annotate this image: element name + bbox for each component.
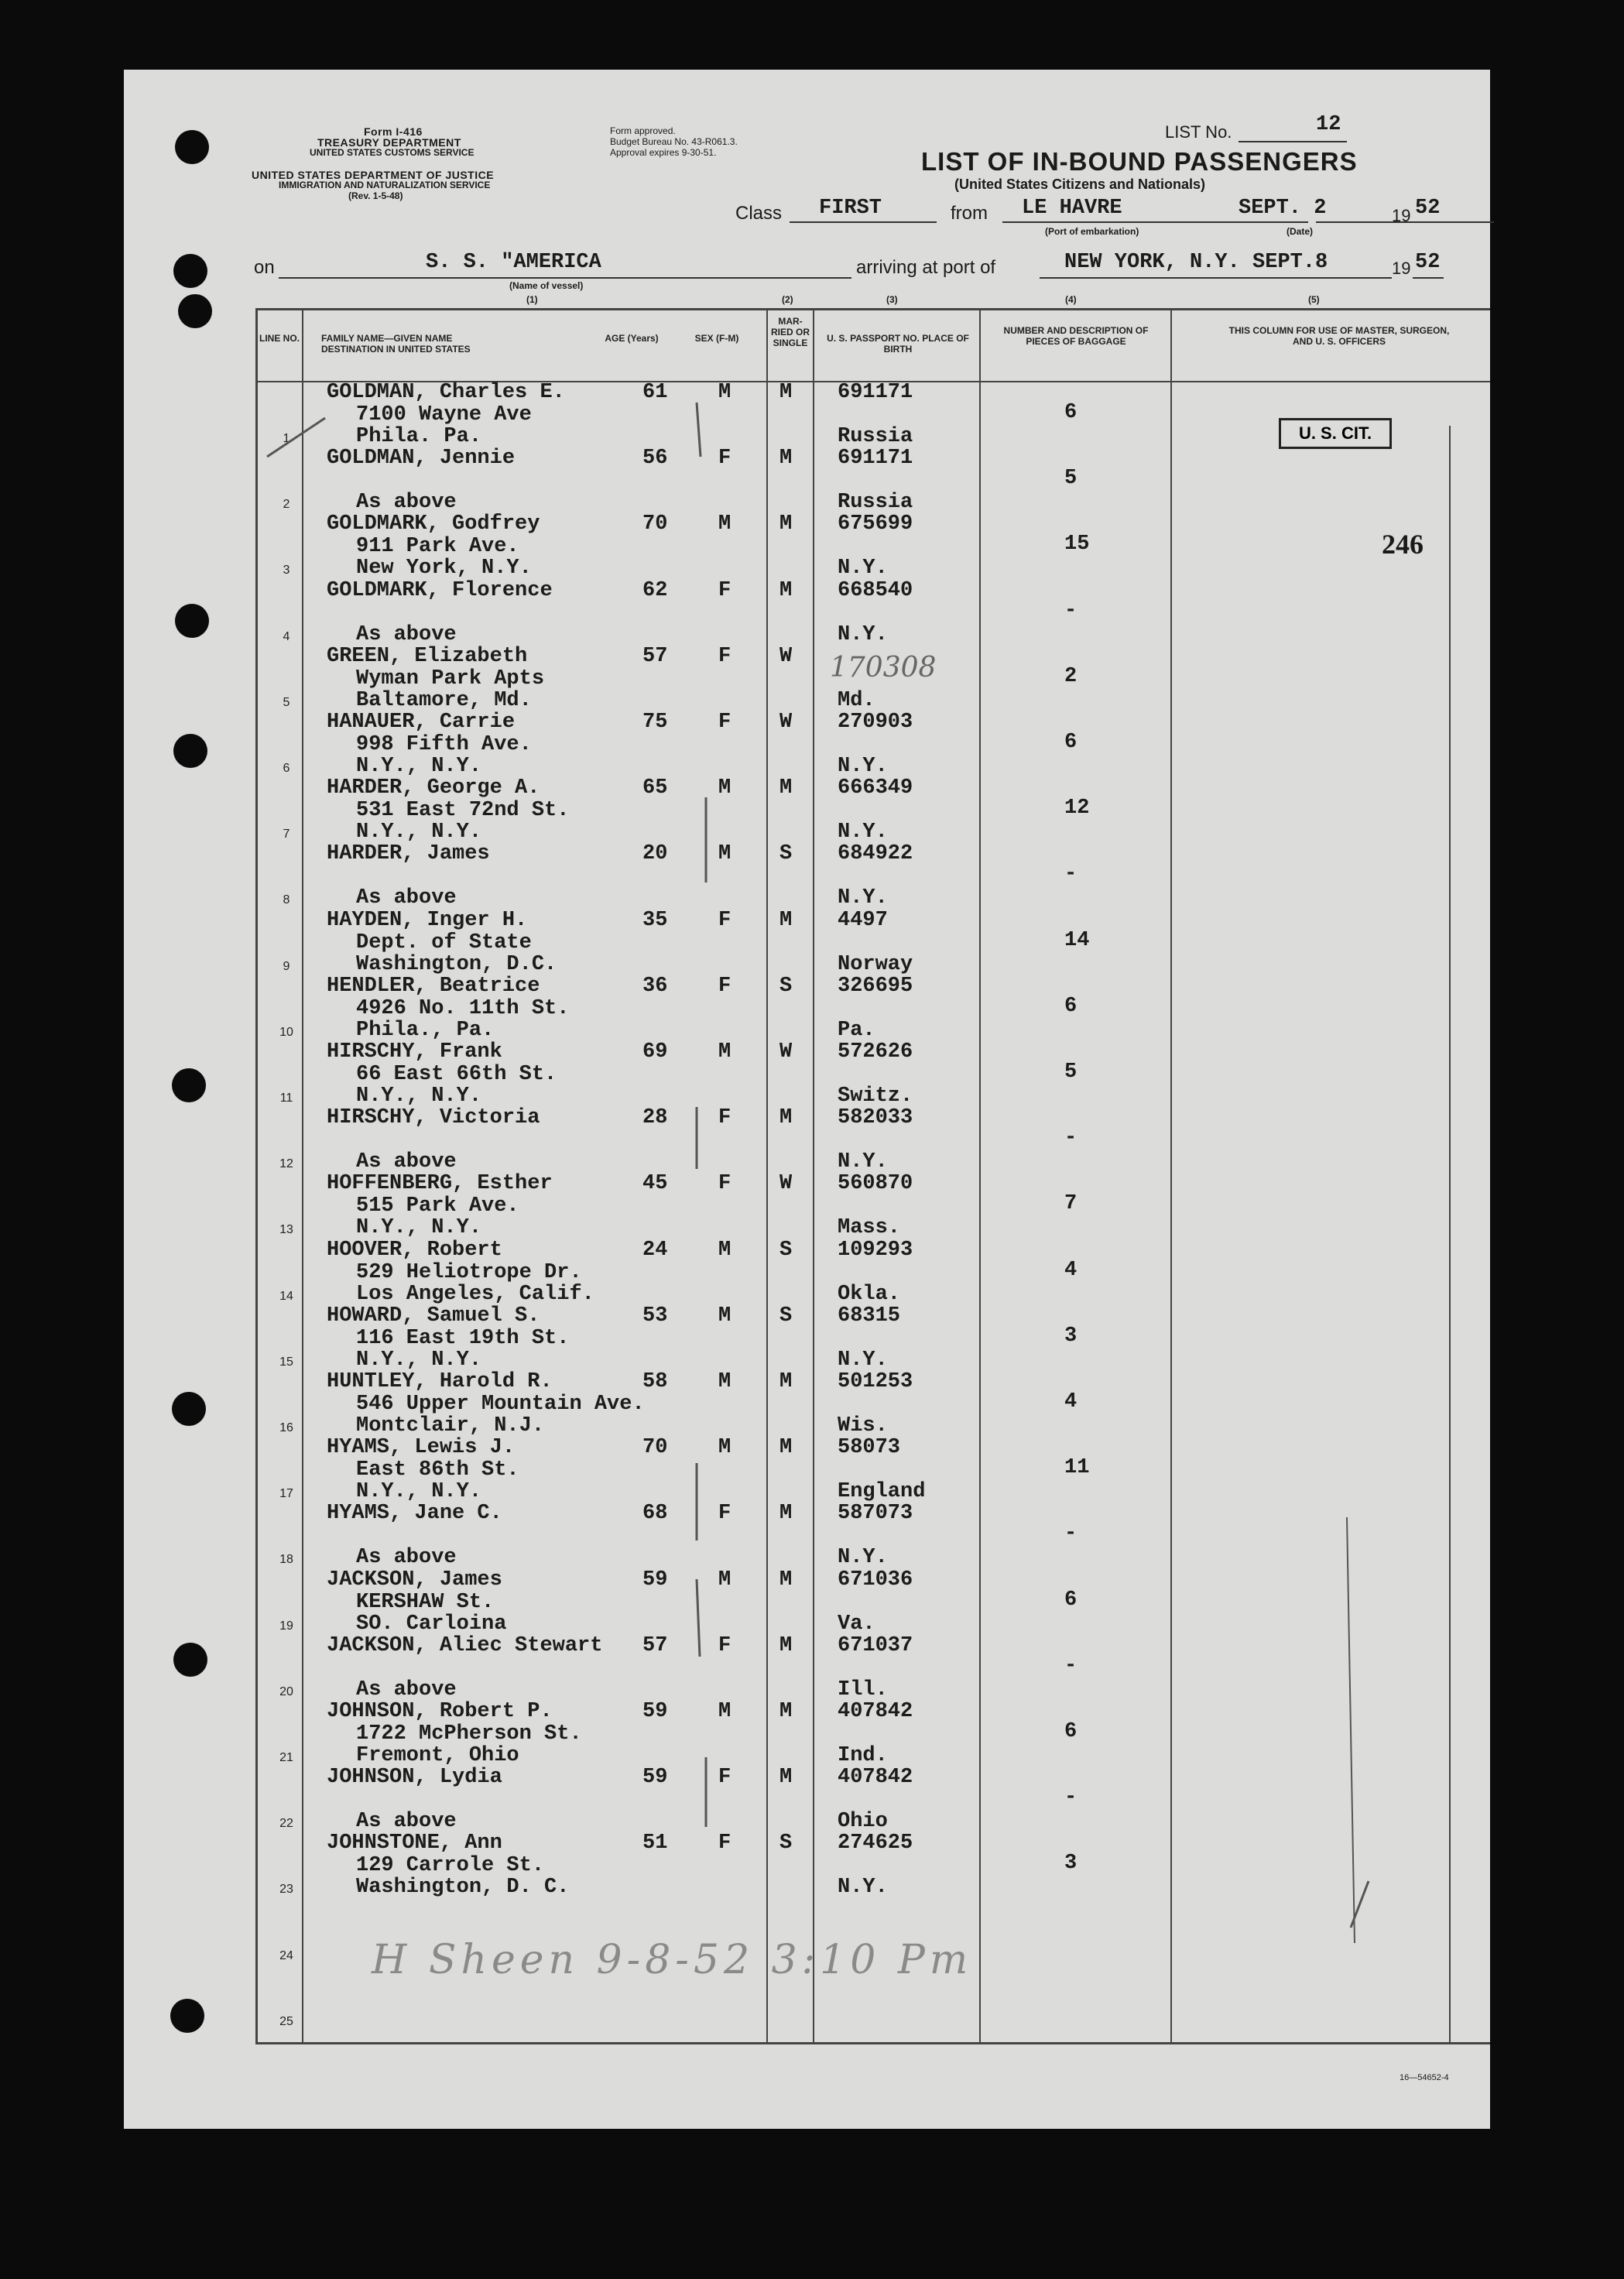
sex: F: [718, 908, 731, 932]
sex: M: [718, 1568, 731, 1592]
marital-status: W: [779, 711, 793, 734]
destination-line-2: As above: [356, 1546, 457, 1570]
col-num-1: (1): [526, 294, 538, 305]
baggage-count: 14: [1064, 928, 1090, 952]
year-2: 52: [1415, 251, 1441, 274]
destination-line-2: As above: [356, 886, 457, 910]
destination-line-2: Phila., Pa.: [356, 1018, 495, 1042]
handwritten-signature: H Sheen 9-8-52 3:10 Pm: [372, 1937, 973, 1983]
baggage-count: 7: [1064, 1192, 1078, 1216]
line-number: 2: [283, 498, 290, 512]
sex: M: [718, 381, 731, 404]
passport-number: 326695: [838, 974, 913, 998]
line-number: 13: [279, 1223, 293, 1237]
baggage-count: -: [1064, 1522, 1078, 1546]
passport-number: 109293: [838, 1238, 913, 1262]
place-of-birth: Ill.: [838, 1678, 888, 1702]
place-of-birth: Norway: [838, 952, 913, 976]
passenger-name: HARDER, George A.: [327, 776, 540, 800]
destination-line-2: Los Angeles, Calif.: [356, 1282, 594, 1306]
check-mark: [267, 418, 325, 457]
col-num-5: (5): [1308, 294, 1320, 305]
place-of-birth: N.Y.: [838, 755, 888, 778]
place-of-birth: N.Y.: [838, 886, 888, 910]
baggage-count: 5: [1064, 1061, 1078, 1084]
line-number: 1: [283, 432, 290, 445]
line-number: 4: [283, 629, 290, 643]
line-number: 21: [279, 1751, 293, 1764]
line-number: 17: [279, 1487, 293, 1501]
place-of-birth: N.Y.: [838, 821, 888, 845]
destination-line-2: Baltamore, Md.: [356, 688, 532, 712]
place-of-birth: Ind.: [838, 1744, 888, 1767]
tally-mark: [697, 403, 701, 457]
destination-line-2: N.Y., N.Y.: [356, 1216, 482, 1240]
marital-status: W: [779, 1172, 793, 1196]
place-of-birth: Va.: [838, 1612, 875, 1636]
sex: M: [718, 1436, 731, 1460]
passport-number: 572626: [838, 1040, 913, 1064]
baggage-count: 6: [1064, 994, 1078, 1018]
col-header-sex: SEX (F-M): [694, 333, 739, 344]
punch-hole: [175, 604, 209, 638]
us-citizen-stamp: U. S. CIT.: [1279, 418, 1392, 449]
sex: F: [718, 1172, 731, 1196]
baggage-count: 6: [1064, 1720, 1078, 1743]
baggage-count: 4: [1064, 1258, 1078, 1282]
dept-customs: UNITED STATES CUSTOMS SERVICE: [310, 147, 475, 158]
year-1: 52: [1415, 197, 1441, 220]
destination-line-1: 998 Fifth Ave.: [356, 733, 532, 756]
baggage-count: 6: [1064, 401, 1078, 424]
passenger-name: JACKSON, James: [327, 1568, 502, 1592]
line-number: 12: [279, 1157, 293, 1171]
age: 59: [642, 1568, 668, 1592]
destination-line-1: 66 East 66th St.: [356, 1063, 557, 1086]
passenger-name: JACKSON, Aliec Stewart: [327, 1633, 603, 1657]
place-of-birth: Russia: [838, 491, 913, 515]
line-number: 23: [279, 1883, 293, 1897]
passenger-name: HIRSCHY, Victoria: [327, 1106, 540, 1130]
passenger-name: HAYDEN, Inger H.: [327, 908, 528, 932]
marital-status: M: [779, 908, 793, 932]
vessel-caption: (Name of vessel): [509, 280, 584, 291]
marital-status: M: [779, 1106, 793, 1130]
destination-line-1: 1722 McPherson St.: [356, 1722, 582, 1746]
form-sheet: [124, 70, 1490, 2129]
baggage-count: 3: [1064, 1852, 1078, 1876]
passport-number: 668540: [838, 578, 913, 602]
passport-number: 675699: [838, 512, 913, 536]
place-of-birth: Md.: [838, 688, 875, 712]
place-of-birth: N.Y.: [838, 557, 888, 581]
destination-line-2: N.Y., N.Y.: [356, 1348, 482, 1372]
col-num-4: (4): [1065, 294, 1077, 305]
sex: F: [718, 1766, 731, 1790]
pencil-marks: [124, 70, 1490, 2129]
destination-line-2: As above: [356, 1150, 457, 1174]
passport-number: 671036: [838, 1568, 913, 1592]
sex: M: [718, 1238, 731, 1262]
age: 61: [642, 381, 668, 404]
year-prefix-2: 19: [1392, 259, 1411, 278]
vessel-name: S. S. "AMERICA: [426, 251, 601, 274]
page-subtitle: (United States Citizens and Nationals): [954, 176, 1206, 192]
passport-number: 407842: [838, 1700, 913, 1723]
destination-line-2: N.Y., N.Y.: [356, 821, 482, 845]
handwritten-passport-note: 170308: [830, 652, 937, 684]
punch-hole: [172, 1068, 206, 1102]
destination-line-2: N.Y., N.Y.: [356, 755, 482, 778]
passport-number: 671037: [838, 1633, 913, 1657]
baggage-count: 11: [1064, 1456, 1090, 1480]
age: 56: [642, 447, 668, 471]
dept-justice: UNITED STATES DEPARTMENT OF JUSTICE: [252, 169, 495, 181]
sex: F: [718, 578, 731, 602]
col-header-line: LINE NO.: [259, 333, 300, 344]
destination-line-2: Montclair, N.J.: [356, 1414, 545, 1438]
sex: F: [718, 1633, 731, 1657]
destination-line-2: As above: [356, 622, 457, 646]
col-num-3: (3): [886, 294, 898, 305]
passenger-name: GOLDMAN, Jennie: [327, 447, 516, 471]
punch-hole: [173, 1643, 207, 1677]
sex: F: [718, 1832, 731, 1856]
age: 75: [642, 711, 668, 734]
baggage-count: 2: [1064, 664, 1078, 688]
destination-line-2: As above: [356, 1810, 457, 1834]
marital-status: W: [779, 1040, 793, 1064]
age: 35: [642, 908, 668, 932]
age: 57: [642, 1633, 668, 1657]
class-value: FIRST: [819, 197, 882, 220]
punch-hole: [173, 734, 207, 768]
destination-line-2: N.Y., N.Y.: [356, 1480, 482, 1504]
passport-number: 501253: [838, 1370, 913, 1393]
destination-line-2: As above: [356, 1678, 457, 1702]
age: 62: [642, 578, 668, 602]
passport-number: 4497: [838, 908, 888, 932]
marital-status: S: [779, 1832, 793, 1856]
marital-status: S: [779, 974, 793, 998]
age: 24: [642, 1238, 668, 1262]
line-number: 3: [283, 564, 290, 577]
sex: F: [718, 447, 731, 471]
arriving-label: arriving at port of: [856, 257, 996, 278]
passport-number: 560870: [838, 1172, 913, 1196]
line-number: 11: [279, 1092, 293, 1105]
destination-line-1: 911 Park Ave.: [356, 535, 519, 559]
baggage-count: -: [1064, 1126, 1078, 1150]
sex: F: [718, 974, 731, 998]
destination-line-1: 531 East 72nd St.: [356, 799, 570, 823]
passenger-name: GREEN, Elizabeth: [327, 644, 528, 668]
punch-hole: [170, 1999, 204, 2033]
marital-status: M: [779, 1370, 793, 1393]
passport-number: 691171: [838, 381, 913, 404]
col-num-2: (2): [782, 294, 793, 305]
line-number: 19: [279, 1619, 293, 1633]
passenger-name: JOHNSTONE, Ann: [327, 1832, 502, 1856]
from-label: from: [951, 203, 988, 224]
destination-line-2: Phila. Pa.: [356, 425, 482, 448]
sex: M: [718, 1700, 731, 1723]
form-revision: (Rev. 1-5-48): [348, 190, 403, 201]
vertical-pencil-line: [1347, 1517, 1355, 1943]
age: 53: [642, 1304, 668, 1328]
line-number: 18: [279, 1553, 293, 1567]
marital-status: M: [779, 1502, 793, 1526]
age: 20: [642, 842, 668, 866]
passport-number: 68315: [838, 1304, 901, 1328]
list-no-value: 12: [1316, 113, 1341, 136]
list-no-label: LIST No.: [1165, 122, 1232, 142]
form-number: Form I-416: [364, 125, 423, 138]
baggage-count: -: [1064, 598, 1078, 622]
line-number: 6: [283, 762, 290, 775]
date-caption: (Date): [1287, 226, 1314, 237]
line-number: 14: [279, 1289, 293, 1303]
arrival-port: NEW YORK, N.Y. SEPT.8: [1064, 251, 1328, 274]
marital-status: S: [779, 842, 793, 866]
passport-number: 684922: [838, 842, 913, 866]
destination-line-1: East 86th St.: [356, 1458, 519, 1482]
sex: F: [718, 1106, 731, 1130]
baggage-count: 6: [1064, 731, 1078, 754]
punch-hole: [178, 294, 212, 328]
sex: M: [718, 1040, 731, 1064]
destination-line-2: N.Y., N.Y.: [356, 1085, 482, 1108]
passenger-name: HANAUER, Carrie: [327, 711, 516, 734]
sex: M: [718, 842, 731, 866]
passport-number: 58073: [838, 1436, 901, 1460]
dept-immigration: IMMIGRATION AND NATURALIZATION SERVICE: [279, 180, 491, 190]
age: 65: [642, 776, 668, 800]
line-number: 8: [283, 893, 290, 907]
port-of-embarkation: LE HAVRE: [1022, 197, 1122, 220]
place-of-birth: Switz.: [838, 1085, 913, 1108]
line-number: 16: [279, 1421, 293, 1434]
passenger-name: JOHNSON, Lydia: [327, 1766, 502, 1790]
port-caption: (Port of embarkation): [1045, 226, 1139, 237]
passenger-name: GOLDMARK, Godfrey: [327, 512, 540, 536]
punch-hole: [175, 130, 209, 164]
marital-status: M: [779, 381, 793, 404]
age: 70: [642, 512, 668, 536]
destination-line-1: Dept. of State: [356, 930, 532, 954]
marital-status: M: [779, 447, 793, 471]
marital-status: M: [779, 578, 793, 602]
marital-status: S: [779, 1304, 793, 1328]
line-number: 15: [279, 1355, 293, 1369]
passport-number: 407842: [838, 1766, 913, 1790]
sex: M: [718, 512, 731, 536]
destination-line-1: 529 Heliotrope Dr.: [356, 1260, 582, 1284]
place-of-birth: N.Y.: [838, 1876, 888, 1900]
age: 36: [642, 974, 668, 998]
place-of-birth: Mass.: [838, 1216, 901, 1240]
departure-date: SEPT. 2: [1239, 197, 1327, 220]
class-label: Class: [735, 203, 783, 224]
destination-line-2: Fremont, Ohio: [356, 1744, 519, 1767]
line-number: 9: [283, 959, 290, 973]
year-prefix-1: 19: [1392, 206, 1411, 225]
baggage-count: 6: [1064, 1588, 1078, 1612]
punch-hole: [172, 1392, 206, 1426]
baggage-count: -: [1064, 862, 1078, 886]
approval-expires: Approval expires 9-30-51.: [610, 147, 717, 158]
age: 69: [642, 1040, 668, 1064]
col-header-baggage: NUMBER AND DESCRIPTION OF PIECES OF BAGGAGE: [1003, 325, 1149, 347]
baggage-count: 3: [1064, 1324, 1078, 1348]
place-of-birth: Wis.: [838, 1414, 888, 1438]
col-header-officers: THIS COLUMN FOR USE OF MASTER, SURGEON, AND U. S. OFFICERS: [1228, 325, 1450, 347]
destination-line-1: 515 Park Ave.: [356, 1194, 519, 1218]
sex: F: [718, 644, 731, 668]
col-header-passport: U. S. PASSPORT NO. PLACE OF BIRTH: [827, 333, 969, 355]
age: 59: [642, 1700, 668, 1723]
passenger-name: HOOVER, Robert: [327, 1238, 502, 1262]
destination-line-2: As above: [356, 491, 457, 515]
col-header-married: MAR-RIED OR SINGLE: [770, 316, 810, 348]
official-number: 246: [1382, 529, 1424, 560]
passenger-name: GOLDMAN, Charles E.: [327, 381, 565, 404]
destination-line-1: 116 East 19th St.: [356, 1326, 570, 1350]
sex: M: [718, 1370, 731, 1393]
punch-hole: [173, 254, 207, 288]
sex: M: [718, 1304, 731, 1328]
age: 45: [642, 1172, 668, 1196]
destination-line-1: 7100 Wayne Ave: [356, 403, 532, 427]
place-of-birth: Ohio: [838, 1810, 888, 1834]
place-of-birth: N.Y.: [838, 1150, 888, 1174]
line-number: 20: [279, 1684, 293, 1698]
destination-line-2: New York, N.Y.: [356, 557, 532, 581]
marital-status: W: [779, 644, 793, 668]
on-label: on: [254, 257, 275, 278]
baggage-count: 12: [1064, 797, 1090, 821]
place-of-birth: N.Y.: [838, 1348, 888, 1372]
age: 70: [642, 1436, 668, 1460]
marital-status: M: [779, 1436, 793, 1460]
passenger-name: HYAMS, Lewis J.: [327, 1436, 516, 1460]
baggage-count: 15: [1064, 533, 1090, 557]
destination-line-1: KERSHAW St.: [356, 1590, 495, 1614]
place-of-birth: England: [838, 1480, 926, 1504]
destination-line-1: 4926 No. 11th St.: [356, 996, 570, 1020]
sex: F: [718, 711, 731, 734]
passenger-name: HIRSCHY, Frank: [327, 1040, 502, 1064]
passenger-name: HYAMS, Jane C.: [327, 1502, 502, 1526]
line-number: 24: [279, 1948, 293, 1962]
sex: F: [718, 1502, 731, 1526]
dept-treasury: TREASURY DEPARTMENT: [317, 136, 461, 149]
line-number: 22: [279, 1817, 293, 1831]
form-footer-code: 16—54652-4: [1400, 2073, 1449, 2082]
col-header-name: FAMILY NAME—GIVEN NAME DESTINATION IN UNITED STATES: [321, 333, 471, 355]
passport-number: 274625: [838, 1832, 913, 1856]
passenger-name: JOHNSON, Robert P.: [327, 1700, 553, 1723]
baggage-count: -: [1064, 1786, 1078, 1810]
marital-status: M: [779, 1633, 793, 1657]
passenger-name: HOFFENBERG, Esther: [327, 1172, 553, 1196]
baggage-count: 4: [1064, 1390, 1078, 1414]
marital-status: M: [779, 776, 793, 800]
passport-number: 666349: [838, 776, 913, 800]
line-number: 7: [283, 828, 290, 841]
passenger-name: HUNTLEY, Harold R.: [327, 1370, 553, 1393]
destination-line-2: Washington, D. C.: [356, 1876, 570, 1900]
age: 59: [642, 1766, 668, 1790]
passport-number: 270903: [838, 711, 913, 734]
line-number: 10: [279, 1025, 293, 1039]
passport-number: 582033: [838, 1106, 913, 1130]
place-of-birth: N.Y.: [838, 1546, 888, 1570]
marital-status: M: [779, 1700, 793, 1723]
passport-number: 691171: [838, 447, 913, 471]
col-header-age: AGE (Years): [605, 333, 659, 344]
destination-line-2: Washington, D.C.: [356, 952, 557, 976]
destination-line-2: SO. Carloina: [356, 1612, 507, 1636]
passenger-name: GOLDMARK, Florence: [327, 578, 553, 602]
marital-status: S: [779, 1238, 793, 1262]
marital-status: M: [779, 1766, 793, 1790]
passport-number: 587073: [838, 1502, 913, 1526]
age: 58: [642, 1370, 668, 1393]
baggage-count: 5: [1064, 467, 1078, 491]
place-of-birth: Russia: [838, 425, 913, 448]
form-approved: Form approved.: [610, 125, 676, 136]
passenger-name: HARDER, James: [327, 842, 490, 866]
passenger-name: HENDLER, Beatrice: [327, 974, 540, 998]
age: 68: [642, 1502, 668, 1526]
sex: M: [718, 776, 731, 800]
destination-line-1: 129 Carrole St.: [356, 1854, 545, 1878]
line-number: 5: [283, 695, 290, 709]
baggage-count: -: [1064, 1654, 1078, 1678]
place-of-birth: N.Y.: [838, 622, 888, 646]
tally-mark: [697, 1579, 700, 1657]
marital-status: M: [779, 1568, 793, 1592]
age: 28: [642, 1106, 668, 1130]
marital-status: M: [779, 512, 793, 536]
age: 57: [642, 644, 668, 668]
place-of-birth: Okla.: [838, 1282, 901, 1306]
budget-bureau: Budget Bureau No. 43-R061.3.: [610, 136, 738, 147]
age: 51: [642, 1832, 668, 1856]
line-number: 25: [279, 2014, 293, 2028]
passenger-name: HOWARD, Samuel S.: [327, 1304, 540, 1328]
destination-line-1: Wyman Park Apts: [356, 667, 545, 691]
page-title: LIST OF IN-BOUND PASSENGERS: [921, 147, 1358, 176]
place-of-birth: Pa.: [838, 1018, 875, 1042]
destination-line-1: 546 Upper Mountain Ave.: [356, 1393, 645, 1416]
